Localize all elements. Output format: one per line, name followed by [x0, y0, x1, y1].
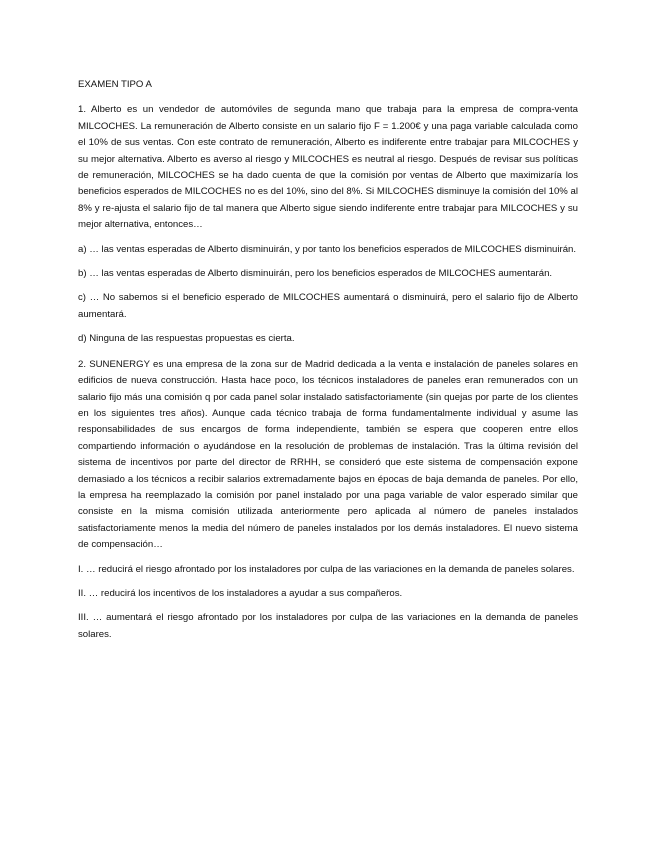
question-2-item-ii: II. … reducirá los incentivos de los instaladores a ayudar a sus compañeros.	[78, 587, 403, 599]
question-2-stem: 2. SUNENERGY es una empresa de la zona sur de Madrid dedicada a la venta e instalación de paneles solares en edificios de nueva construcción. Hasta hace poco, los técnicos instaladores de paneles eran remunerados con un salario fijo más una comisión q por cada panel solar instalado satisfactoriamente (sin quejas por parte de los clientes en los siguientes tres años). Aunque cada técnico trabaja de forma fundamentalmente individual y asume las responsabilidades de sus encargos de forma independiente, también se espera que cooperen entre ellos compartiendo información o ayudándose en la resolución de problemas de instalación. Tras la última revisión del sistema de incentivos por parte del director de RRHH, se consideró que este sistema de compensación expone demasiado a los técnicos a recibir salarios extremadamente bajos en épocas de baja demanda de paneles. Por ello, la empresa ha reemplazado la comisión por panel instalado por una paga variable de valor esperado similar que consiste en la misma comisión utilizada anteriormente pero aplicada al número de paneles instalados satisfactoriamente menos la media del número de paneles instalados por los demás instaladores. El nuevo sistema de compensación…	[78, 358, 578, 551]
question-1-option-b: b) … las ventas esperadas de Alberto disminuirán, pero los beneficios esperados de MILCOCHES aumentarán.	[78, 268, 553, 280]
question-2-item-i: I. … reducirá el riesgo afrontado por los instaladores por culpa de las variaciones en la demanda de paneles solares.	[78, 563, 575, 575]
document-body	[78, 77, 578, 651]
question-2-item-iii: III. … aumentará el riesgo afrontado por los instaladores por culpa de las variaciones en la demanda de paneles solares.	[78, 612, 578, 640]
question-1-option-a: a) … las ventas esperadas de Alberto disminuirán, y por tanto los beneficios esperados de MILCOCHES disminuirán.	[78, 243, 577, 255]
question-1-option-c: c) … No sabemos si el beneficio esperado de MILCOCHES aumentará o disminuirá, pero el salario fijo de Alberto aumentará.	[78, 292, 578, 320]
exam-title: EXAMEN TIPO A	[78, 79, 152, 90]
question-1-stem: 1. Alberto es un vendedor de automóviles de segunda mano que trabaja para la empresa de compra-venta MILCOCHES. La remuneración de Alberto consiste en un salario fijo F = 1.200€ y una paga variable calculada como el 10% de sus ventas. Con este contrato de remuneración, Alberto es indiferente entre trabajar para MILCOCHES y su mejor alternativa. Alberto es averso al riesgo y MILCOCHES es neutral al riesgo. Después de revisar sus políticas de remuneración, MILCOCHES se ha dado cuenta de que la comisión por ventas de Alberto que maximizaría los beneficios esperados de MILCOCHES no es del 10%, sino del 8%. Si MILCOCHES disminuye la comisión del 10% al 8% y re-ajusta el salario fijo de tal manera que Alberto sigue siendo indiferente entre trabajar para MILCOCHES y su mejor alternativa, entonces…	[78, 104, 578, 231]
question-1-option-d: d) Ninguna de las respuestas propuestas es cierta.	[78, 333, 295, 345]
